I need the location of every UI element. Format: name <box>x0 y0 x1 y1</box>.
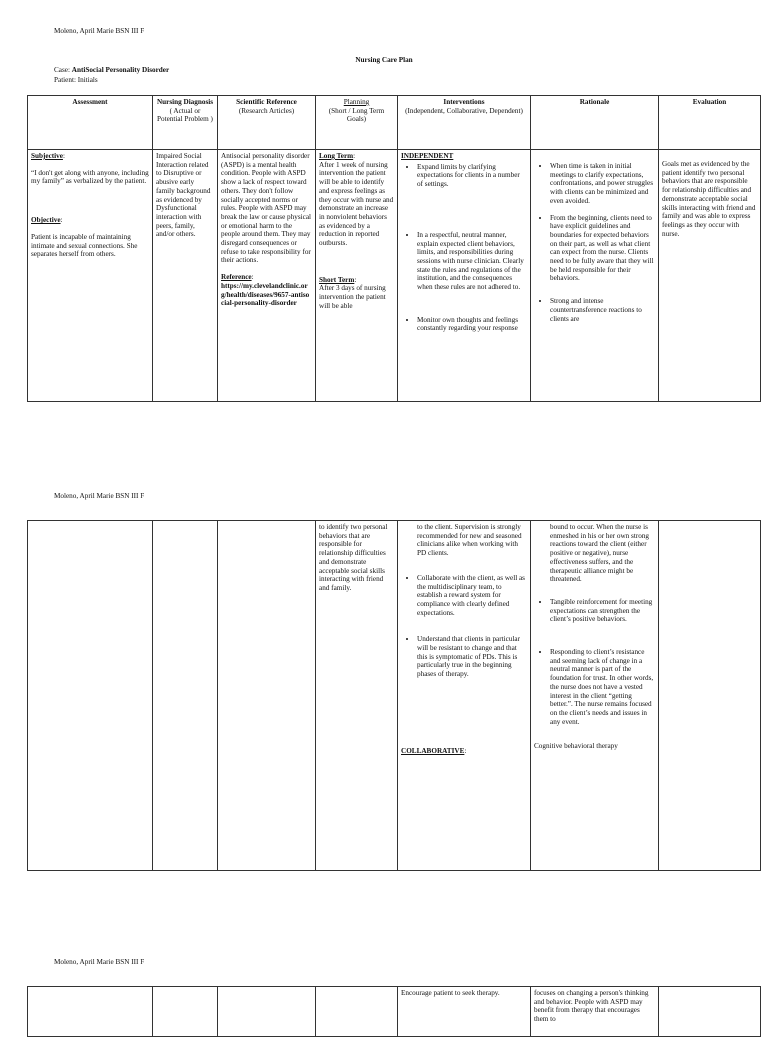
diagnosis-cell <box>153 150 218 402</box>
rationale-item: • Responding to client’s resistance and seeming lack of change in a neutral manner is part of the foundation for trust. In other words, the nurse does not have a vested interest in the client “getting better.”. The nurse remains focused on the client’s needs and issues in any event. <box>550 648 655 726</box>
patient-line: Patient: Initials <box>54 76 98 84</box>
header-assessment: Assessment <box>28 96 153 150</box>
interventions-cell: to the client. Supervision is strongly recommended for new and seasoned clinicians alike when working with PD clients. • Collaborate with the client, as well as the multidisciplinary team, to establish a reward system for compliance with clearly defined expectations. • Understand that clients in particular will be resistant to change and that this is symptomatic of PDs. This is particularly true in the beginning phases of therapy. COLLABORATIVE: <box>398 521 531 871</box>
document-title: Nursing Care Plan <box>355 56 413 64</box>
reference-label: Reference <box>221 273 252 282</box>
case-label: Case: <box>54 66 72 74</box>
intervention-continued: to the client. Supervision is strongly recommended for new and seasoned clinicians alike when working with PD clients. <box>417 523 522 558</box>
content-row <box>28 521 761 871</box>
evaluation-cell <box>659 987 761 1037</box>
diagnosis-cell <box>153 521 218 871</box>
care-plan-table-page1 <box>27 95 761 402</box>
rationale-cell <box>531 987 659 1037</box>
rationale-list <box>534 598 655 726</box>
subjective-text: “I don't get along with anyone, including my family” as verbalized by the patient. <box>31 168 149 186</box>
intervention-item: • Collaborate with the client, as well as the multidisciplinary team, to establish a reward system for compliance with clearly defined expectations. <box>417 574 527 618</box>
intervention-list <box>401 163 527 333</box>
subjective-label: Subjective <box>31 152 63 160</box>
intervention-item: • Understand that clients in particular will be resistant to change and that this is symptomatic of PDs. This is particularly true in the beginning phases of therapy. <box>417 635 527 679</box>
planning-cell: Long Term: After 1 week of nursing intervention the patient will be able to identify and express feelings as they occur with nurse and demonstrate an increase in nonviolent behaviors as evidenced by a reduction in reported outbursts. Short Term: After 3 days of nursing intervention the patient will be able <box>316 150 398 402</box>
header-evaluation: Evaluation <box>659 96 761 150</box>
evaluation-cell <box>659 150 761 402</box>
diagnosis-text: Impaired Social Interaction related to Disruptive or abusive early family background as evidenced by Dysfunctional interaction with peers, family, and/or others. <box>156 152 211 239</box>
care-plan-table-page2 <box>27 520 761 871</box>
collaborative-rationale: Cognitive behavioral therapy <box>534 742 618 751</box>
interventions-cell <box>398 987 531 1037</box>
reference-cell: Antisocial personality disorder (ASPD) is a mental health condition. People with ASPD show a lack of respect toward others. They don't follow socially accepted norms or rules. People with ASPD may break the law or cause physical or emotional harm to the people around them. They may disregard consequences or refuse to take responsibility for their actions. Reference: https://my.clevelandclinic.org/health/diseases/9657-antisocial-personality-disorder <box>218 150 316 402</box>
rationale-cell <box>531 521 659 871</box>
rationale-item: • When time is taken in initial meetings to clarify expectations, confrontations, and power struggles with clients can be minimized and even avoided. <box>550 162 655 206</box>
short-term-label: Short Term <box>319 275 355 284</box>
evaluation-cell <box>659 521 761 871</box>
rationale-continued: bound to occur. When the nurse is enmeshed in his or her own strong reactions toward the client (either positive or negative), nurse effectiveness suffers, and the therapeutic alliance might be threatened. <box>550 523 650 584</box>
intervention-item: • Monitor own thoughts and feelings constantly regarding your response <box>417 316 527 333</box>
reference-url[interactable]: https://my.clevelandclinic.org/health/diseases/9657-antisocial-personality-disorder <box>221 281 310 308</box>
rationale-text: focuses on changing a person's thinking and behavior. People with ASPD may benefit from therapy that encourages them to <box>534 989 649 1024</box>
interventions-cell <box>398 150 531 402</box>
rationale-item: • Strong and intense countertransference reactions to clients are <box>550 297 655 323</box>
collaborative-label: COLLABORATIVE <box>401 746 465 755</box>
planning-continued: to identify two personal behaviors that are responsible for relationship difficulties and demonstrate acceptable social skills interacting with friend and family. <box>319 523 388 592</box>
author-line: Moleno, April Marie BSN III F <box>54 492 145 500</box>
intervention-item: • In a respectful, neutral manner, explain expected client behaviors, limits, and responsibilities during sessions with nurse clinician. Clearly state the rules and regulations of the institution, and the consequences when these rules are not adhered to. <box>417 231 527 292</box>
header-rationale: Rationale <box>531 96 659 150</box>
rationale-cell <box>531 150 659 402</box>
case-value: AntiSocial Personality Disorder <box>71 66 170 74</box>
header-row <box>28 96 761 150</box>
objective-label: Objective <box>31 216 61 225</box>
case-line <box>54 66 169 75</box>
planning-cell <box>316 521 398 871</box>
intervention-item: • Expand limits by clarifying expectations for clients in a number of settings. <box>417 163 527 189</box>
rationale-list <box>534 162 655 323</box>
rationale-item: • Tangible reinforcement for meeting expectations can strengthen the client’s positive behaviors. <box>550 598 655 624</box>
reference-cell <box>218 521 316 871</box>
intervention-list <box>401 574 527 679</box>
intervention-text: Encourage patient to seek therapy. <box>401 989 500 997</box>
assessment-cell: Subjective: “I don't get along with anyone, including my family” as verbalized by the patient. Objective: Patient is incapable of maintaining intimate and sexual connections. She separates herself from others. <box>28 150 153 402</box>
header-diagnosis: Nursing Diagnosis ( Actual or Potential Problem ) <box>153 96 218 150</box>
short-term-text: After 3 days of nursing intervention the patient will be able <box>319 284 386 310</box>
planning-cell <box>316 987 398 1037</box>
content-row <box>28 150 761 402</box>
author-line: Moleno, April Marie BSN III F <box>54 958 145 966</box>
header-interventions: Interventions (Independent, Collaborative, Dependent) <box>398 96 531 150</box>
author-line: Moleno, April Marie BSN III F <box>54 27 145 35</box>
reference-text: Antisocial personality disorder (ASPD) is a mental health condition. People with ASPD show a lack of respect toward others. They don't follow socially accepted norms or rules. People with ASPD may break the law or cause physical or emotional harm to the people around them. They may disregard consequences or refuse to take responsibility for their actions. <box>221 152 312 265</box>
content-row <box>28 987 761 1037</box>
assessment-cell <box>28 987 153 1037</box>
independent-label: INDEPENDENT <box>401 152 454 160</box>
objective-text: Patient is incapable of maintaining intimate and sexual connections. She separates herself from others. <box>31 232 138 259</box>
long-term-label: Long Term <box>319 152 354 160</box>
long-term-text: After 1 week of nursing intervention the patient will be able to identify and express feelings as they occur with nurse and demonstrate an increase in nonviolent behaviors as evidenced by a reduction in reported outbursts. <box>319 160 394 248</box>
care-plan-table-page3 <box>27 986 761 1037</box>
header-planning: Planning (Short / Long Term Goals) <box>316 96 398 150</box>
reference-cell <box>218 987 316 1037</box>
evaluation-text: Goals met as evidenced by the patient identify two personal behaviors that are responsible for relationship difficulties and demonstrate acceptable social skills interacting with friend and family and was able to express feelings as they occur with nurse. <box>662 160 756 238</box>
diagnosis-cell <box>153 987 218 1037</box>
rationale-item: • From the beginning, clients need to have explicit guidelines and boundaries for expected behaviors on their part, as well as what client can expect from the nurse. Clients need to be fully aware that they will be held responsible for their behaviors. <box>550 214 655 284</box>
header-reference: Scientific Reference (Research Articles) <box>218 96 316 150</box>
assessment-cell <box>28 521 153 871</box>
